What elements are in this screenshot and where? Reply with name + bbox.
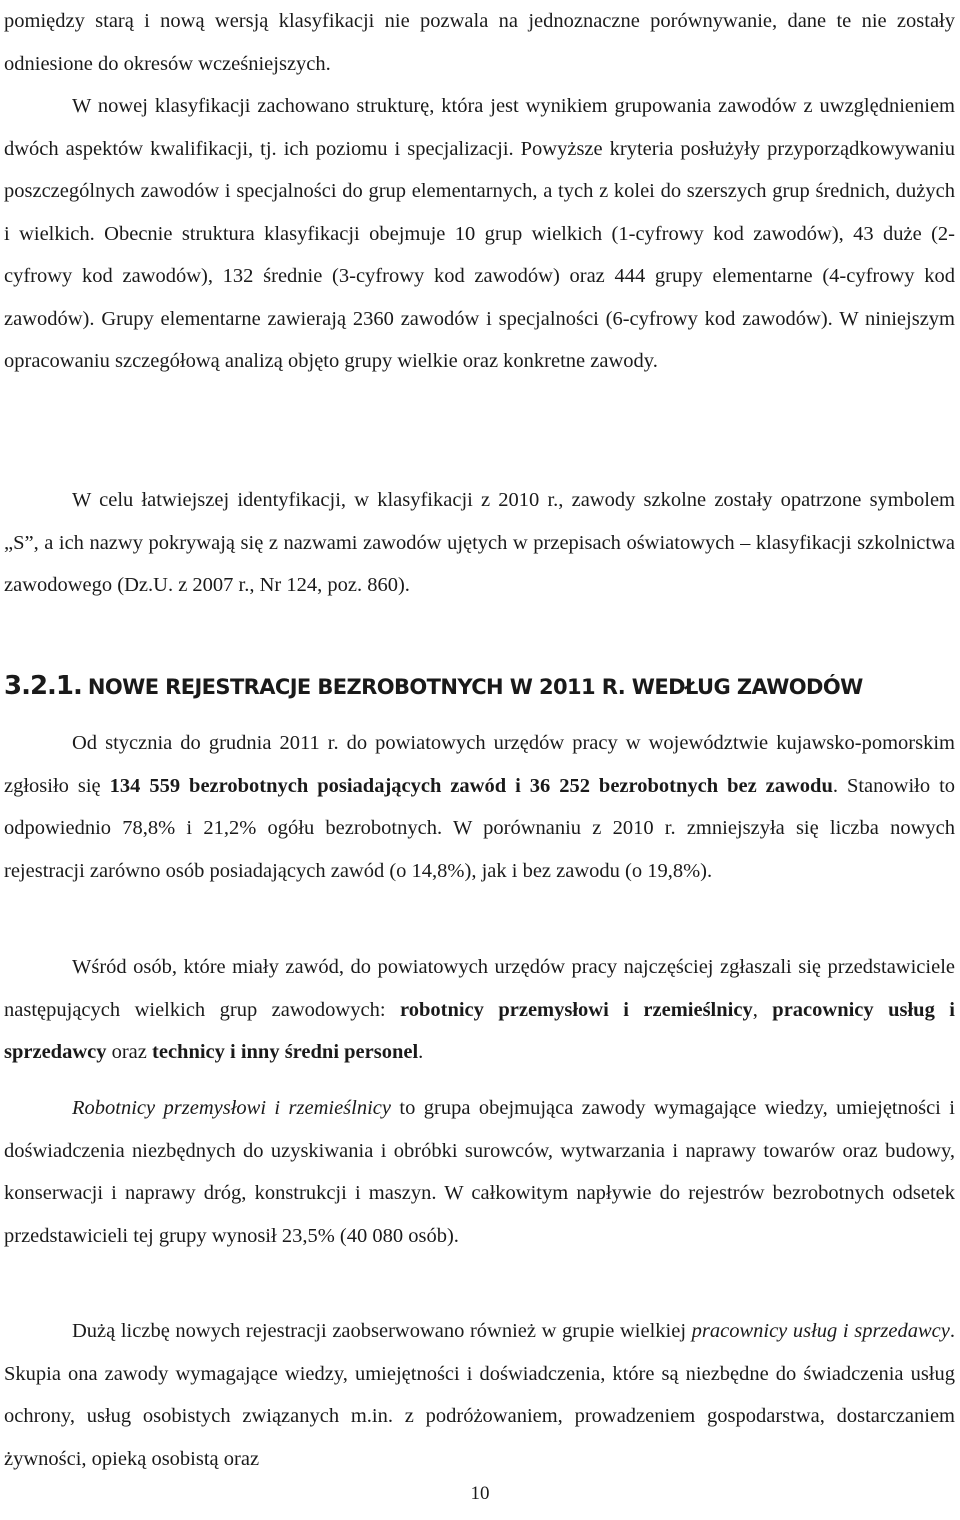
paragraph-industrial-workers [4, 1087, 955, 1257]
paragraph-text: W nowej klasyfikacji zachowano strukturę, która jest wynikiem grupowania zawodów z uwzględnieniem dwóch aspektów kwalifikacji, tj. ich poziomu i specjalizacji. Powyższe kryteria posłużyły przyporządkowywaniu poszczególnych zawodów i specjalności do grup elementarnych, a tych z kolei do szerszych grup średnich, dużych i wielkich. Obecnie struktura klasyfikacji obejmuje 10 grup wielkich (1-cyfrowy kod zawodów), 43 duże (2-cyfrowy kod zawodów), 132 średnie (3-cyfrowy kod zawodów) oraz 444 grupy elementarne (4-cyfrowy kod zawodów). Grupy elementarne zawierają 2360 zawodów i specjalności (6-cyfrowy kod zawodów). W niniejszym opracowaniu szczegółową analizą objęto grupy wielkie oraz konkretne zawody. [4, 95, 955, 372]
paragraph-school-occupations [4, 479, 955, 607]
section-number: 3.2.1. [4, 671, 82, 701]
text-run: oraz [106, 1041, 153, 1063]
paragraph-service-workers [4, 1310, 955, 1480]
text-run: Od stycznia do grudnia 2011 r. do powiatowych urzędów pracy w województwie kujawsko-pomorskim zgłosiło się [4, 732, 955, 797]
paragraph-classification-structure [4, 85, 955, 383]
paragraph-occupational-groups [4, 946, 955, 1074]
bold-run: robotnicy przemysłowi i rzemieślnicy [399, 998, 753, 1021]
italic-run: Robotnicy przemysłowi i rzemieślnicy [72, 1097, 391, 1119]
bold-run: technicy i inny średni personel [152, 1041, 419, 1063]
text-run: Wśród osób, które miały zawód, do powiatowych urzędów pracy najczęściej zgłaszali się przedstawiciele następujących wielkich grup zawodowych: [4, 956, 955, 1021]
text-run: to grupa obejmująca zawody wymagające wiedzy, umiejętności i doświadczenia niezbędnych do uzyskiwania i obróbki surowców, wytwarzania i naprawy towarów oraz budowy, konserwacji i naprawy dróg, konstrukcji i maszyn. W całkowitym napływie do rejestrów bezrobotnych odsetek przedstawicieli tej grupy wynosił 23,5% (40 080 osób). [4, 1097, 955, 1247]
text-run: . Skupia ona zawody wymagające wiedzy, umiejętności i doświadczenia, które są niezbędne do świadczenia usług ochrony, usług osobistych związanych m.in. z podróżowaniem, prowadzeniem gospodarstwa, dostarczaniem żywności, opieką osobistą oraz [4, 1320, 955, 1470]
paragraph-text: W celu łatwiejszej identyfikacji, w klasyfikacji z 2010 r., zawody szkolne zostały opatrzone symbolem „S”, a ich nazwy pokrywają się z nazwami zawodów ujętych w przepisach oświatowych – klasyfikacji szkolnictwa zawodowego (Dz.U. z 2007 r., Nr 124, poz. 860). [4, 489, 955, 596]
text-run: . [418, 1041, 424, 1063]
bold-run: 134 559 bezrobotnych posiadających zawód i 36 252 bezrobotnych bez zawodu [109, 774, 833, 797]
paragraph-text: pomiędzy starą i nową wersją klasyfikacji nie pozwala na jednoznaczne porównywanie, dane te nie zostały odniesione do okresów wcześniejszych. [4, 10, 955, 75]
paragraph-classification-comparison [4, 0, 955, 85]
text-run: , [752, 998, 773, 1021]
paragraph-new-registrations [4, 722, 955, 892]
italic-run: pracownicy usług i sprzedawcy [691, 1320, 950, 1342]
page-number: 10 [470, 1483, 490, 1504]
text-run: Dużą liczbę nowych rejestracji zaobserwowano również w grupie wielkiej [72, 1320, 692, 1342]
bold-run: pracownicy usług i sprzedawcy [4, 998, 955, 1063]
section-heading [4, 663, 955, 710]
text-run: . Stanowiło to odpowiednio 78,8% i 21,2% ogółu bezrobotnych. W porównaniu z 2010 r. zmniejszyła się liczba nowych rejestracji zarówno osób posiadających zawód (o 14,8%), jak i bez zawodu (o 19,8%). [4, 774, 956, 882]
section-title: NOWE REJESTRACJE BEZROBOTNYCH W 2011 R. WEDŁUG ZAWODÓW [87, 675, 863, 699]
